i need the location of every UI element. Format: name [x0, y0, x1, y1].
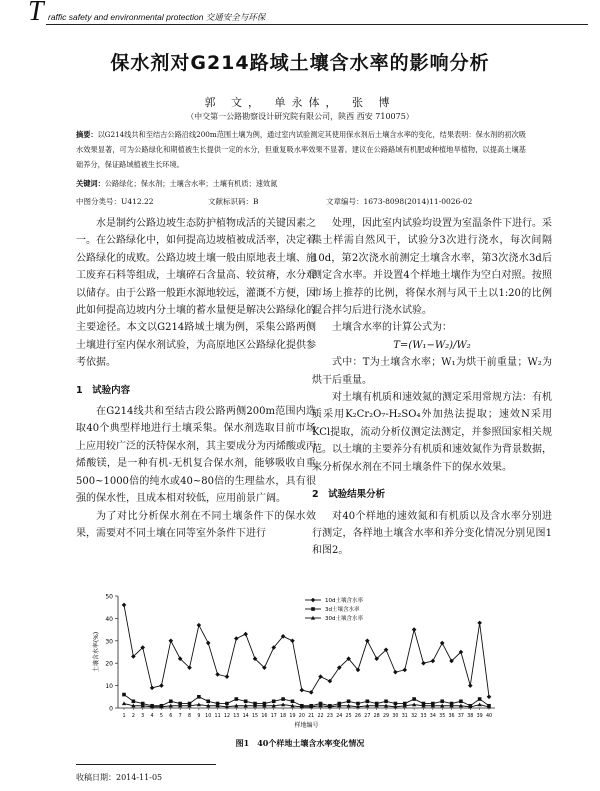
paragraph: 水是制约公路边坡生态防护植物成活的关键因素之一。在公路绿化中，如何提高边坡植被成活率，决定着公路绿化的成败。公路边坡土壤一般由原地表土壤、施工废弃石料等组成，土壤碎石含量高、较贫瘠，水分难以储存。由于公路一般距水源地较远，灌溉不方便，因此如何提高边坡内分土壤的蓄水量便是解决公路绿化的主要途径。本文以G214路域土壤为例，采集公路两侧土壤进行室内保水剂试验，为高原地区公路绿化提供参考依据。 — [76, 218, 316, 369]
data-point-diamond — [206, 641, 211, 646]
data-point-square — [122, 693, 126, 697]
x-tick-label: 8 — [187, 714, 192, 719]
footnote-rule — [76, 764, 216, 765]
x-tick-label: 27 — [364, 714, 371, 719]
data-point-square — [169, 699, 173, 703]
document-code: 文献标识码：B — [208, 197, 259, 206]
legend-label: 30d土壤含水率 — [325, 616, 363, 623]
data-point-diamond — [159, 683, 164, 688]
data-point-diamond — [290, 639, 295, 644]
x-tick-label: 29 — [382, 714, 390, 719]
abstract-text: 以G214线共和至结古公路沿线200m范围土壤为例，通过室内试验测定其使用保水剂后土壤含水率的变化，结果表明：保水剂的初次吸水效果显著，可为公路绿化和期植被生长提供一定的水分，但重复吸水率效果不显著。建议在公路路域有机肥或种植地旱植物，以提高土壤基础养分，保证路域植被生长环境。 — [76, 130, 526, 169]
y-tick-label: 20 — [105, 660, 113, 668]
legend-label: 3d土壤含水率 — [325, 607, 360, 614]
moisture-line-chart — [90, 590, 510, 730]
figure-caption: 图1 40个样地土壤含水率变化情况 — [235, 738, 365, 748]
article-title: 保水剂对G214路域土壤含水率的影响分析 — [110, 52, 490, 74]
data-point-square — [206, 699, 210, 703]
left-column — [76, 215, 316, 542]
data-point-square — [412, 697, 416, 701]
keywords-text: 公路绿化；保水剂；土壤含水率；土壤有机质；速效氮 — [104, 179, 278, 188]
x-tick-label: 14 — [242, 714, 249, 719]
y-axis-label: 土壤含水率(%) — [93, 631, 100, 673]
x-tick-label: 3 — [141, 714, 145, 719]
data-point-square — [281, 697, 285, 701]
data-point-diamond — [468, 683, 473, 688]
x-tick-label: 23 — [326, 714, 333, 719]
y-tick-label: 50 — [105, 593, 113, 601]
paragraph: 式中：T为土壤含水率；W₁为烘干前重量；W₂为烘干后重量。 — [312, 357, 552, 386]
legend-marker — [311, 607, 315, 611]
section-heading: 2 试验结果分析 — [312, 489, 386, 501]
data-point-diamond — [412, 627, 417, 632]
y-tick-label: 30 — [105, 638, 113, 646]
x-tick-label: 20 — [298, 714, 305, 719]
data-point-diamond — [477, 621, 482, 626]
data-point-diamond — [122, 603, 127, 608]
x-tick-label: 18 — [280, 714, 287, 719]
paragraph: 处理，因此室内试验均设置为室温条件下进行。采集土样需自然风干，试验分3次进行浇水，每次间隔10d，第2次浇水前测定土壤含水率，第3次浇水3d后测定含水率。并设置4个样地土壤作为空白对照。按照市场上推荐的比例，将保水剂与风干土以1:20的比例混合拌匀后进行浇水试验。 — [312, 218, 552, 317]
keywords-label: 关键词： — [76, 179, 105, 188]
x-tick-label: 6 — [169, 714, 173, 719]
data-point-triangle — [281, 702, 285, 706]
x-tick-label: 24 — [336, 714, 343, 719]
data-point-diamond — [421, 661, 426, 666]
data-point-square — [244, 699, 248, 703]
authors: 郭 文， 单永体， 张 博 — [204, 96, 396, 109]
running-header — [28, 0, 588, 27]
article-number: 文章编号：1673-8098(2014)11-0026-02 — [326, 197, 473, 206]
x-tick-label: 1 — [122, 714, 126, 719]
x-tick-label: 17 — [270, 714, 277, 719]
y-tick-label: 40 — [105, 615, 113, 623]
data-point-diamond — [300, 688, 305, 693]
x-tick-label: 13 — [233, 714, 240, 719]
legend-label: 10d土壤含水率 — [325, 598, 363, 605]
data-point-square — [478, 697, 482, 701]
x-tick-label: 2 — [131, 714, 135, 719]
data-point-triangle — [412, 702, 416, 706]
x-tick-label: 9 — [197, 714, 201, 719]
x-tick-label: 37 — [457, 714, 464, 719]
x-tick-label: 28 — [373, 714, 380, 719]
x-tick-label: 38 — [467, 714, 474, 719]
data-point-triangle — [197, 702, 201, 706]
y-tick-label: 10 — [105, 683, 113, 691]
data-point-diamond — [402, 668, 407, 673]
data-point-diamond — [225, 674, 230, 679]
data-point-square — [291, 699, 295, 703]
data-point-diamond — [215, 672, 220, 677]
data-point-square — [132, 699, 136, 703]
x-tick-label: 40 — [485, 714, 493, 719]
header-rule — [46, 24, 588, 25]
x-tick-label: 30 — [392, 714, 399, 719]
data-point-diamond — [197, 623, 202, 628]
data-point-diamond — [234, 636, 239, 641]
data-point-square — [366, 699, 370, 703]
data-point-square — [347, 699, 351, 703]
x-tick-label: 26 — [354, 714, 362, 719]
x-tick-label: 31 — [401, 714, 408, 719]
clc-number: 中图分类号：U412.22 — [76, 197, 154, 206]
data-point-diamond — [309, 690, 314, 695]
data-point-diamond — [150, 686, 155, 691]
data-point-diamond — [243, 632, 248, 637]
data-point-triangle — [122, 701, 126, 705]
x-tick-label: 22 — [317, 714, 324, 719]
x-tick-label: 36 — [448, 714, 455, 719]
paragraph: 在G214线共和至结古段公路两侧200m范围内选取40个典型样地进行土壤采集。保水剂选取目前市场上应用较广泛的沃特保水剂，其主要成分为丙烯酸或丙烯酸镁，是一种有机-无机复合保水剂，能够吸收自重500~1000倍的纯水或40~80倍的生理盐水，具有很强的保水性，且成本相对较低，应用前景广阔。 — [76, 406, 316, 505]
right-column — [312, 215, 552, 560]
paragraph: 土壤含水率的计算公式为： — [332, 322, 452, 334]
section-heading: 1 试验内容 — [76, 384, 131, 396]
y-tick-label: 0 — [109, 705, 113, 713]
data-point-diamond — [318, 674, 323, 679]
x-axis-label: 样地编号 — [294, 722, 319, 729]
data-point-square — [440, 699, 444, 703]
header-text: raffic safety and environmental protection 交通安全与环保 — [48, 12, 266, 22]
x-tick-label: 35 — [439, 714, 446, 719]
keywords — [76, 179, 526, 189]
affiliation: （中交第一公路勘察设计研究院有限公司，陕西 西安 710075） — [186, 112, 414, 121]
x-tick-label: 10 — [205, 714, 212, 719]
x-tick-label: 33 — [420, 714, 427, 719]
x-tick-label: 21 — [308, 714, 315, 719]
x-tick-label: 7 — [178, 714, 182, 719]
x-tick-label: 12 — [223, 714, 231, 719]
data-point-square — [272, 699, 276, 703]
formula: T=(W₁−W₂)/W₂ — [393, 339, 471, 351]
data-point-diamond — [393, 670, 398, 675]
x-tick-label: 32 — [411, 714, 418, 719]
legend-marker — [311, 598, 316, 603]
paragraph: 对土壤有机质和速效氮的测定采用常规方法：有机质采用K₂Cr₂O₇-H₂SO₄外加热法提取；速效N采用KCl提取，流动分析仪测定法测定，并参照国家相关规范。以土壤的主要养分有机质和速效氮作为背景数据，来分析保水剂在不同土壤条件下的保水效果。 — [312, 392, 552, 473]
x-tick-label: 5 — [159, 714, 163, 719]
data-point-diamond — [431, 659, 436, 664]
abstract — [76, 127, 526, 172]
paragraph: 对40个样地的速效氮和有机质以及含水率分别进行测定，各样地土壤含水率和养分变化情况分别见图1和图2。 — [312, 510, 552, 557]
paragraph: 为了对比分析保水剂在不同土壤条件下的保水效果，需要对不同土壤在同等室外条件下进行 — [76, 510, 316, 539]
data-point-square — [197, 695, 201, 699]
x-tick-label: 19 — [289, 714, 296, 719]
x-tick-label: 39 — [476, 714, 483, 719]
data-point-diamond — [365, 639, 370, 644]
received-date: 收稿日期：2014-11-05 — [76, 773, 163, 782]
data-point-diamond — [440, 641, 445, 646]
data-point-diamond — [168, 639, 173, 644]
x-tick-label: 4 — [150, 714, 154, 719]
series-line-1 — [124, 605, 489, 697]
article-meta — [76, 196, 526, 208]
x-tick-label: 11 — [214, 714, 221, 719]
header-initial: T — [28, 0, 44, 27]
data-point-diamond — [487, 695, 492, 700]
x-tick-label: 34 — [429, 714, 436, 719]
data-point-triangle — [478, 702, 482, 706]
data-point-square — [384, 699, 388, 703]
x-tick-label: 15 — [251, 714, 259, 719]
x-tick-label: 16 — [261, 714, 268, 719]
abstract-label: 摘要： — [76, 130, 98, 139]
data-point-square — [459, 699, 463, 703]
x-tick-label: 25 — [345, 714, 352, 719]
data-point-square — [235, 697, 239, 701]
